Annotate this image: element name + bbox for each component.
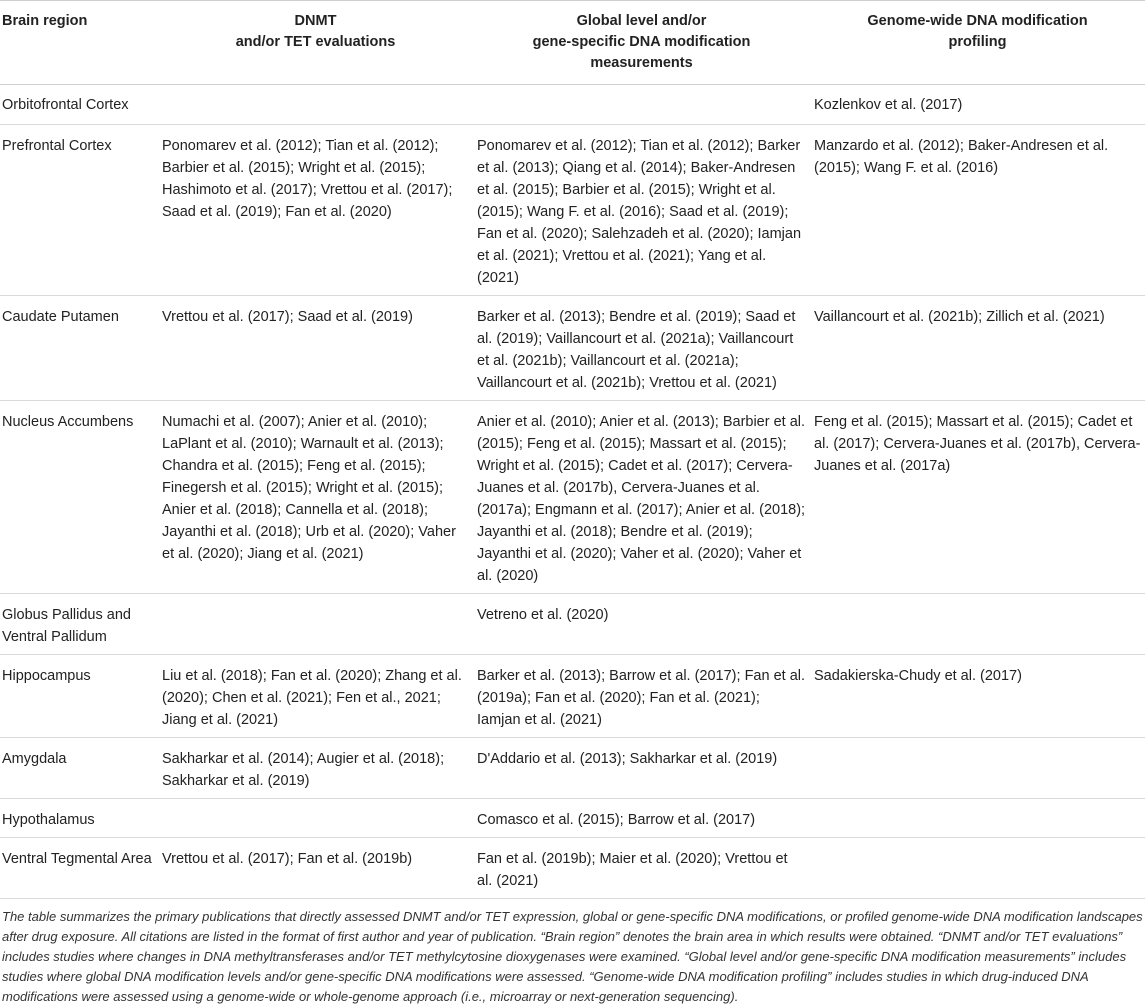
cell-genome-wide: Sadakierska-Chudy et al. (2017) <box>810 655 1145 738</box>
cell-genome-wide: Manzardo et al. (2012); Baker-Andresen et al. (2015); Wang F. et al. (2016) <box>810 125 1145 296</box>
cell-global-gene <box>473 85 810 125</box>
cell-dnmt-tet: Vrettou et al. (2017); Fan et al. (2019b) <box>158 838 473 899</box>
cell-region: Amygdala <box>0 738 158 799</box>
table-header <box>0 1 1145 85</box>
table-row <box>0 738 1145 799</box>
cell-genome-wide: Feng et al. (2015); Massart et al. (2015); Cadet et al. (2017); Cervera-Juanes et al. (2017b), Cervera-Juanes et al. (2017a) <box>810 401 1145 594</box>
cell-dnmt-tet: Numachi et al. (2007); Anier et al. (2010); LaPlant et al. (2010); Warnault et al. (2013); Chandra et al. (2015); Feng et al. (2015); Finegersh et al. (2015); Wright et al. (2015); Anier et al. (2018); Cannella et al. (2018); Jayanthi et al. (2018); Urb et al. (2020); Vaher et al. (2020); Jiang et al. (2021) <box>158 401 473 594</box>
cell-genome-wide: Kozlenkov et al. (2017) <box>810 85 1145 125</box>
cell-global-gene: Barker et al. (2013); Bendre et al. (2019); Saad et al. (2019); Vaillancourt et al. (2021a); Vaillancourt et al. (2021b); Vaillancourt et al. (2021a); Vaillancourt et al. (2021b); Vrettou et al. (2021) <box>473 296 810 401</box>
table-body <box>0 85 1145 899</box>
header-dnmt-tet: DNMT and/or TET evaluations <box>158 1 473 85</box>
table-row <box>0 125 1145 296</box>
cell-dnmt-tet: Sakharkar et al. (2014); Augier et al. (2018); Sakharkar et al. (2019) <box>158 738 473 799</box>
table-row <box>0 296 1145 401</box>
cell-global-gene: Anier et al. (2010); Anier et al. (2013); Barbier et al. (2015); Feng et al. (2015); Massart et al. (2015); Wright et al. (2015); Cadet et al. (2017); Cervera-Juanes et al. (2017b), Cervera-Juanes et al. (2017a); Engmann et al. (2017); Anier et al. (2018); Jayanthi et al. (2018); Bendre et al. (2019); Jayanthi et al. (2020); Vaher et al. (2020); Vaher et al. (2020) <box>473 401 810 594</box>
cell-global-gene: Comasco et al. (2015); Barrow et al. (2017) <box>473 799 810 838</box>
cell-global-gene: Ponomarev et al. (2012); Tian et al. (2012); Barker et al. (2013); Qiang et al. (2014); Baker-Andresen et al. (2015); Barbier et al. (2015); Wright et al. (2015); Wang F. et al. (2016); Saad et al. (2019); Fan et al. (2020); Salehzadeh et al. (2020); Iamjan et al. (2021); Vrettou et al. (2021); Yang et al. (2021) <box>473 125 810 296</box>
cell-dnmt-tet <box>158 85 473 125</box>
header-global-gene-specific: Global level and/or gene-specific DNA modification measurements <box>473 1 810 85</box>
cell-global-gene: Vetreno et al. (2020) <box>473 594 810 655</box>
cell-genome-wide <box>810 738 1145 799</box>
cell-dnmt-tet <box>158 799 473 838</box>
table-row <box>0 655 1145 738</box>
cell-global-gene: Barker et al. (2013); Barrow et al. (2017); Fan et al. (2019a); Fan et al. (2020); Fan et al. (2021); Iamjan et al. (2021) <box>473 655 810 738</box>
table-row <box>0 799 1145 838</box>
header-row <box>0 1 1145 85</box>
table-row <box>0 594 1145 655</box>
cell-region: Prefrontal Cortex <box>0 125 158 296</box>
cell-genome-wide <box>810 594 1145 655</box>
cell-dnmt-tet: Ponomarev et al. (2012); Tian et al. (2012); Barbier et al. (2015); Wright et al. (2015); Hashimoto et al. (2017); Vrettou et al. (2017); Saad et al. (2019); Fan et al. (2020) <box>158 125 473 296</box>
cell-region: Globus Pallidus and Ventral Pallidum <box>0 594 158 655</box>
cell-genome-wide <box>810 799 1145 838</box>
table-row <box>0 401 1145 594</box>
cell-region: Orbitofrontal Cortex <box>0 85 158 125</box>
cell-region: Caudate Putamen <box>0 296 158 401</box>
cell-region: Hippocampus <box>0 655 158 738</box>
cell-dnmt-tet: Liu et al. (2018); Fan et al. (2020); Zhang et al. (2020); Chen et al. (2021); Fen et al., 2021; Jiang et al. (2021) <box>158 655 473 738</box>
table-row <box>0 838 1145 899</box>
cell-genome-wide: Vaillancourt et al. (2021b); Zillich et al. (2021) <box>810 296 1145 401</box>
cell-global-gene: Fan et al. (2019b); Maier et al. (2020); Vrettou et al. (2021) <box>473 838 810 899</box>
cell-global-gene: D'Addario et al. (2013); Sakharkar et al. (2019) <box>473 738 810 799</box>
header-genome-wide: Genome-wide DNA modification profiling <box>810 1 1145 85</box>
table-row <box>0 85 1145 125</box>
cell-genome-wide <box>810 838 1145 899</box>
cell-region: Ventral Tegmental Area <box>0 838 158 899</box>
header-brain-region: Brain region <box>0 1 158 85</box>
table-footnote: The table summarizes the primary publications that directly assessed DNMT and/or TET expression, global or gene-specific DNA modifications, or profiled genome-wide DNA modification landscapes after drug exposure. All citations are listed in the format of first author and year of publication. “Brain region” denotes the brain area in which results were obtained. “DNMT and/or TET evaluations” includes studies where changes in DNA methyltransferases and/or TET methylcytosine dioxygenases were examined. “Global level and/or gene-specific DNA modification measurements” includes studies where global DNA modification levels and/or gene-specific DNA modifications were assessed. “Genome-wide DNA modification profiling” includes studies in which drug-induced DNA modifications were assessed using a genome-wide or whole-genome approach (i.e., microarray or next-generation sequencing). <box>2 909 1143 1004</box>
cell-region: Hypothalamus <box>0 799 158 838</box>
cell-dnmt-tet: Vrettou et al. (2017); Saad et al. (2019) <box>158 296 473 401</box>
cell-dnmt-tet <box>158 594 473 655</box>
cell-region: Nucleus Accumbens <box>0 401 158 594</box>
